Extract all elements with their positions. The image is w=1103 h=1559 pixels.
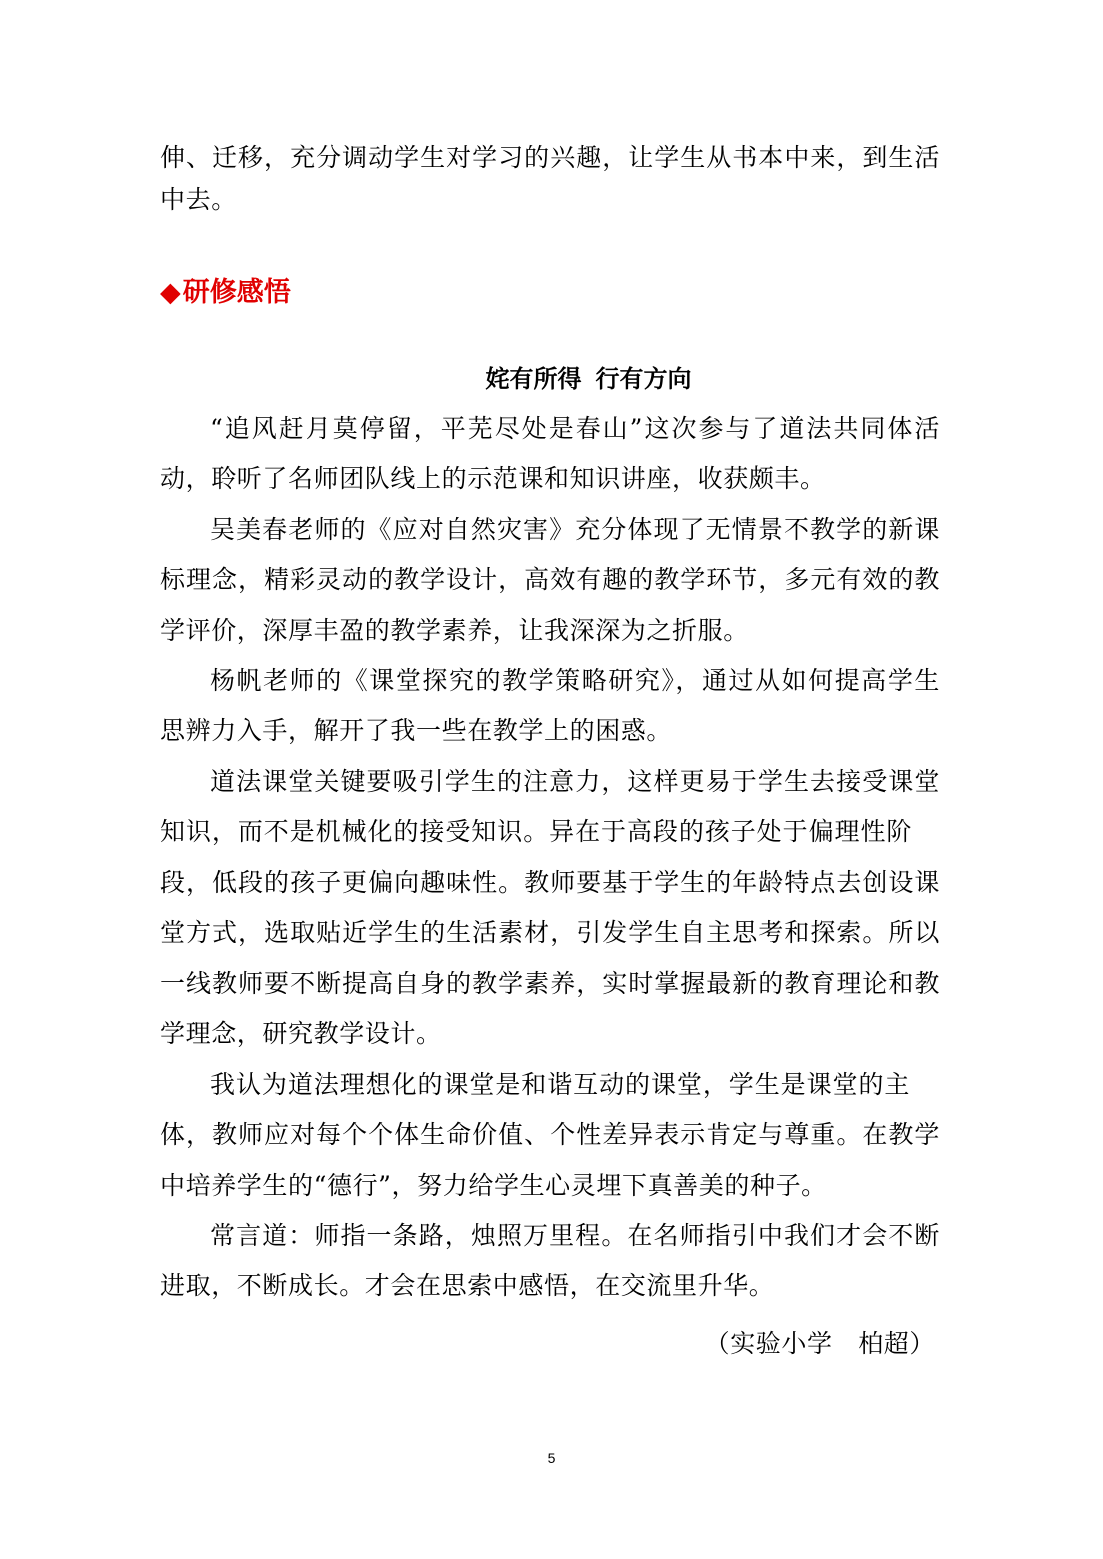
paragraph-5-line-2: 体，教师应对每个个体生命价值、个性差异表示肯定与尊重。在教学 — [160, 1120, 940, 1149]
section-heading-text: 研修感悟 — [182, 277, 291, 308]
paragraph-3-line-1: 杨帆老师的《课堂探究的教学策略研究》，通过从如何提高学生 — [210, 666, 940, 695]
paragraph-1-line-2: 动，聆听了名师团队线上的示范课和知识讲座，收获颇丰。 — [160, 464, 826, 493]
paragraph-2-line-2: 标理念，精彩灵动的教学设计，高效有趣的教学环节，多元有效的教 — [160, 565, 940, 594]
author-signature: （实验小学 柏超） — [704, 1329, 935, 1358]
paragraph-6-line-1: 常言道：师指一条路，烛照万里程。在名师指引中我们才会不断 — [210, 1221, 940, 1250]
paragraph-2-line-1: 吴美春老师的《应对自然灾害》充分体现了无情景不教学的新课 — [210, 515, 940, 544]
paragraph-1-line-1: “追风赶月莫停留，平芜尽处是春山”这次参与了道法共同体活 — [210, 414, 940, 443]
paragraph-4-line-5: 一线教师要不断提高自身的教学素养，实时掌握最新的教育理论和教 — [160, 969, 940, 998]
paragraph-5-line-1: 我认为道法理想化的课堂是和谐互动的课堂，学生是课堂的主 — [210, 1070, 910, 1099]
paragraph-6-line-2: 进取，不断成长。才会在思索中感悟，在交流里升华。 — [160, 1271, 775, 1300]
section-heading — [160, 275, 291, 311]
paragraph-3-line-2: 思辨力入手，解开了我一些在教学上的困惑。 — [160, 716, 673, 745]
paragraph-4-line-6: 学理念，研究教学设计。 — [160, 1019, 442, 1048]
page-number: 5 — [547, 1450, 556, 1466]
paragraph-4-line-2: 知识，而不是机械化的接受知识。异在于高段的孩子处于偏理性阶 — [160, 817, 912, 846]
paragraph-4-line-4: 堂方式，选取贴近学生的生活素材，引发学生自主思考和探索。所以 — [160, 918, 940, 947]
continuation-line-1: 伸、迁移，充分调动学生对学习的兴趣，让学生从书本中来，到生活 — [160, 143, 940, 172]
paragraph-4-line-3: 段，低段的孩子更偏向趣味性。教师要基于学生的年龄特点去创设课 — [160, 868, 940, 897]
continuation-line-2: 中去。 — [160, 185, 237, 214]
paragraph-5-line-3: 中培养学生的“德行”，努力给学生心灵埋下真善美的种子。 — [160, 1171, 827, 1200]
article-title-part-2: 行有方向 — [595, 365, 692, 393]
article-title — [160, 362, 940, 396]
diamond-icon: ◆ — [160, 277, 181, 308]
paragraph-2-line-3: 学评价，深厚丰盈的教学素养，让我深深为之折服。 — [160, 616, 749, 645]
article-title-part-1: 姹有所得 — [485, 365, 582, 393]
paragraph-4-line-1: 道法课堂关键要吸引学生的注意力，这样更易于学生去接受课堂 — [210, 767, 940, 796]
